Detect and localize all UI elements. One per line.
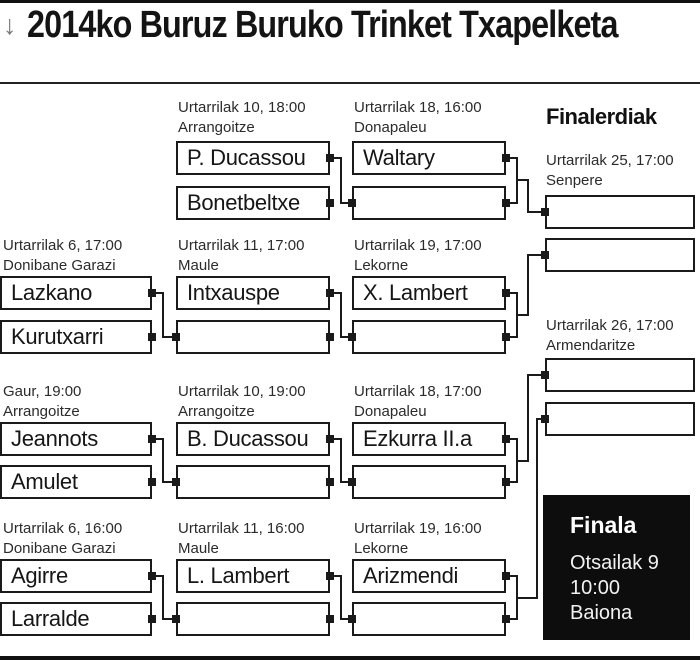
connector-line (506, 158, 517, 203)
match-venue: Arrangoitze (178, 119, 255, 136)
match-date: Urtarrilak 19, 16:00 (354, 520, 482, 537)
player-name: Kurutxarri (11, 324, 104, 349)
player-box (176, 422, 330, 456)
connector-line (506, 293, 517, 337)
player-box (352, 186, 506, 220)
final-time: 10:00 (570, 577, 621, 599)
match-venue: Lekorne (354, 540, 409, 557)
player-box (0, 559, 152, 593)
connector-line (506, 439, 517, 482)
player-box (0, 276, 152, 310)
match-schedule (354, 236, 482, 276)
player-box (0, 422, 152, 456)
player-box (352, 422, 506, 456)
player-name: L. Lambert (187, 563, 290, 588)
player-name: Arizmendi (363, 563, 459, 588)
player-box (352, 141, 506, 175)
semifinals-heading: Finalerdiak (546, 104, 657, 129)
final-title: Finala (570, 512, 637, 538)
match-venue: Donibane Garazi (3, 257, 116, 274)
page-title: 2014ko Buruz Buruko Trinket Txapelketa (27, 4, 618, 46)
connector-line (152, 293, 176, 337)
player-box (0, 602, 152, 636)
match-venue: Arrangoitze (3, 403, 80, 420)
connector-line (506, 576, 517, 619)
match-venue: Donibane Garazi (3, 540, 116, 557)
match-schedule (178, 519, 304, 559)
match-schedule (354, 98, 482, 138)
connector-line (330, 293, 352, 337)
match-venue: Donapaleu (354, 403, 427, 420)
player-name: Waltary (363, 145, 435, 170)
match-date: Urtarrilak 25, 17:00 (546, 152, 674, 169)
player-name: Larralde (11, 606, 90, 631)
player-box (545, 195, 695, 229)
match-date: Urtarrilak 10, 18:00 (178, 99, 306, 116)
player-name: X. Lambert (363, 280, 468, 305)
final-box (543, 495, 690, 640)
final-date: Otsailak 9 (570, 552, 659, 574)
match-date: Urtarrilak 18, 16:00 (354, 99, 482, 116)
match-venue: Lekorne (354, 257, 409, 274)
connector-line (517, 419, 545, 598)
footer-bar (0, 656, 700, 660)
player-box (352, 465, 506, 499)
match-date: Urtarrilak 26, 17:00 (546, 317, 674, 334)
player-name: P. Ducassou (187, 145, 306, 170)
player-box (352, 276, 506, 310)
player-name: Amulet (11, 469, 78, 494)
match-schedule (3, 519, 122, 559)
match-venue: Maule (178, 257, 219, 274)
connector-line (152, 576, 176, 619)
match-schedule (354, 382, 482, 422)
player-box (545, 238, 695, 272)
match-date: Urtarrilak 11, 17:00 (178, 237, 305, 254)
connector-line (330, 158, 352, 203)
player-name: Agirre (11, 563, 68, 588)
player-box (545, 358, 695, 392)
match-venue: Armendaritze (546, 337, 636, 354)
match-date: Urtarrilak 19, 17:00 (354, 237, 482, 254)
player-box (0, 465, 152, 499)
match-venue: Arrangoitze (178, 403, 255, 420)
player-box (176, 320, 330, 354)
down-arrow-icon: ↓ (3, 10, 17, 40)
match-schedule (3, 382, 81, 422)
connector-line (330, 576, 352, 619)
match-schedule (3, 236, 122, 276)
match-date: Urtarrilak 11, 16:00 (178, 520, 305, 537)
match-date: Urtarrilak 6, 16:00 (3, 520, 123, 537)
player-box (176, 141, 330, 175)
match-date: Urtarrilak 18, 17:00 (354, 383, 482, 400)
connector-line (330, 439, 352, 482)
player-box (176, 602, 330, 636)
match-schedule (178, 236, 304, 276)
match-schedule (178, 382, 306, 422)
connector-line (517, 180, 545, 212)
player-name: Ezkurra II.a (363, 426, 472, 451)
match-venue: Donapaleu (354, 119, 427, 136)
header-divider (0, 82, 700, 84)
match-date: Gaur, 19:00 (3, 383, 82, 400)
player-box (352, 320, 506, 354)
player-box (352, 559, 506, 593)
player-name: B. Ducassou (187, 426, 309, 451)
player-name: Lazkano (11, 280, 93, 305)
player-box (176, 186, 330, 220)
final-venue: Baiona (570, 602, 633, 624)
match-schedule (178, 98, 306, 138)
match-schedule (546, 151, 674, 191)
connector-line (517, 255, 545, 315)
match-venue: Maule (178, 540, 219, 557)
player-box (352, 602, 506, 636)
player-box (176, 559, 330, 593)
player-name: Bonetbeltxe (187, 190, 300, 215)
player-box (0, 320, 152, 354)
match-schedule (354, 519, 482, 559)
connector-line (517, 375, 545, 461)
player-box (176, 465, 330, 499)
player-name: Jeannots (11, 426, 98, 451)
match-date: Urtarrilak 6, 17:00 (3, 237, 123, 254)
player-box (545, 402, 695, 436)
match-venue: Senpere (546, 172, 603, 189)
connector-line (152, 439, 176, 482)
player-name: Intxauspe (187, 280, 280, 305)
player-box (176, 276, 330, 310)
match-date: Urtarrilak 10, 19:00 (178, 383, 306, 400)
match-schedule (546, 316, 674, 356)
